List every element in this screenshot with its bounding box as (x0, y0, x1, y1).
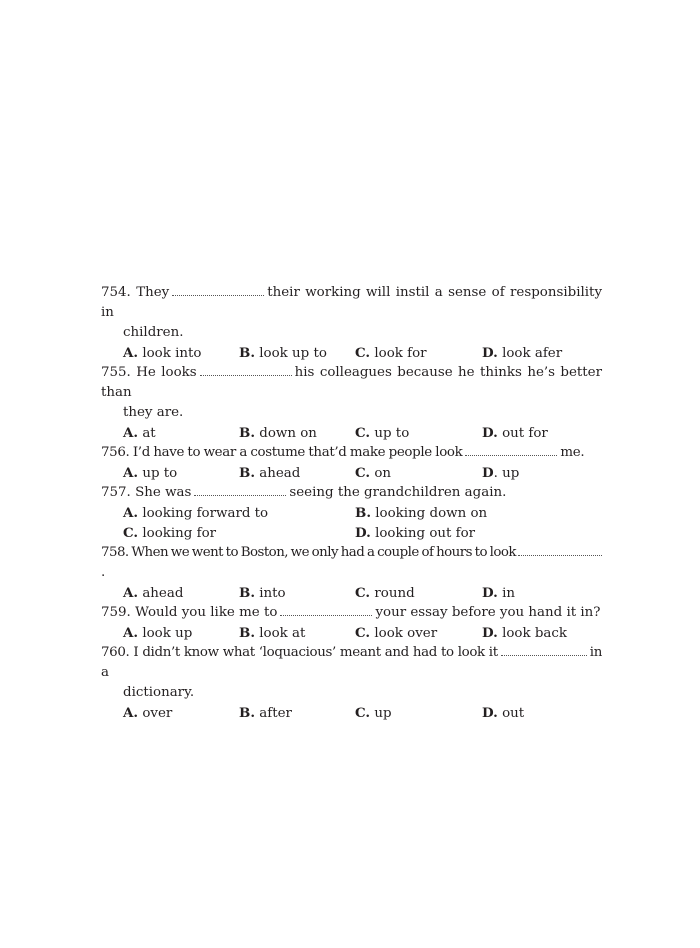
question-759 (101, 603, 602, 643)
answer-blank (518, 545, 602, 556)
stem-after: their working will instil a sense of responsibility in (101, 285, 603, 320)
option-b: B. looking down on (355, 505, 488, 521)
question-number: 760. (101, 645, 130, 660)
stem-before: Would you like me to (135, 605, 278, 620)
stem-after: me. (560, 445, 585, 460)
option-d: D. out for (482, 425, 548, 441)
question-number: 757. (101, 485, 131, 500)
option-d: D. up (482, 465, 520, 481)
question-756 (101, 443, 602, 483)
stem-continuation: dictionary. (123, 685, 195, 700)
options-row (101, 503, 602, 523)
option-b: B. ahead (239, 465, 301, 481)
option-c: C. look for (355, 345, 427, 361)
options-row (101, 703, 602, 723)
options-row (101, 523, 602, 543)
answer-blank (465, 445, 557, 456)
option-b: B. look up to (239, 345, 327, 361)
stem-after: in a (101, 645, 602, 680)
stem-after: seeing the grandchildren again. (289, 485, 507, 500)
option-b: B. after (239, 705, 292, 721)
option-d: D. in (482, 585, 515, 601)
question-stem (101, 483, 602, 503)
option-b: B. into (239, 585, 286, 601)
answer-blank (501, 645, 587, 656)
stem-after: . (101, 565, 105, 580)
option-b: B. down on (239, 425, 317, 441)
option-b: B. look at (239, 625, 306, 641)
question-760 (101, 643, 602, 723)
stem-continuation: they are. (123, 405, 184, 420)
option-c: C. up to (355, 425, 410, 441)
stem-before: He looks (136, 365, 197, 380)
question-stem (101, 543, 602, 583)
option-a: A. look into (123, 345, 202, 361)
stem-before: She was (135, 485, 192, 500)
question-number: 755. (101, 365, 131, 380)
stem-continuation: children. (123, 325, 184, 340)
option-a: A. over (123, 705, 173, 721)
stem-after: his colleagues because he thinks he’s better than (101, 365, 602, 400)
question-stem (101, 363, 602, 403)
question-stem (101, 603, 602, 623)
option-c: C. round (355, 585, 415, 601)
question-757 (101, 483, 602, 543)
option-a: A. looking forward to (123, 505, 269, 521)
option-d: D. look afer (482, 345, 563, 361)
stem-before: I didn’t know what ‘loquacious’ meant and had to look it (133, 645, 498, 660)
stem-before: I’d have to wear a costume that’d make people look (132, 445, 463, 460)
question-number: 758. (101, 545, 129, 560)
question-number: 756. (101, 445, 130, 460)
option-a: A. look up (123, 625, 193, 641)
question-754 (101, 283, 602, 363)
question-stem (101, 643, 602, 683)
exercise-content (101, 283, 602, 723)
answer-blank (200, 365, 292, 376)
option-a: A. ahead (123, 585, 184, 601)
options-row (101, 623, 602, 643)
question-stem (101, 443, 602, 463)
option-c: C. on (355, 465, 392, 481)
options-row (101, 583, 602, 603)
stem-after: your essay before you hand it in? (375, 605, 601, 620)
option-c: C. looking for (123, 525, 217, 541)
question-number: 754. (101, 285, 131, 300)
answer-blank (172, 285, 264, 296)
options-row (101, 423, 602, 443)
stem-before: They (136, 285, 170, 300)
option-c: C. up (355, 705, 392, 721)
option-a: A. at (123, 425, 156, 441)
question-number: 759. (101, 605, 131, 620)
stem-before: When we went to Boston, we only had a couple of hours to look (131, 545, 516, 560)
option-d: D. look back (482, 625, 568, 641)
question-758 (101, 543, 602, 603)
question-stem (101, 283, 602, 323)
answer-blank (280, 605, 372, 616)
options-row (101, 343, 602, 363)
question-755 (101, 363, 602, 443)
option-d: D. out (482, 705, 525, 721)
option-d: D. looking out for (355, 525, 476, 541)
option-a: A. up to (123, 465, 178, 481)
option-c: C. look over (355, 625, 438, 641)
answer-blank (194, 485, 286, 496)
options-row (101, 463, 602, 483)
